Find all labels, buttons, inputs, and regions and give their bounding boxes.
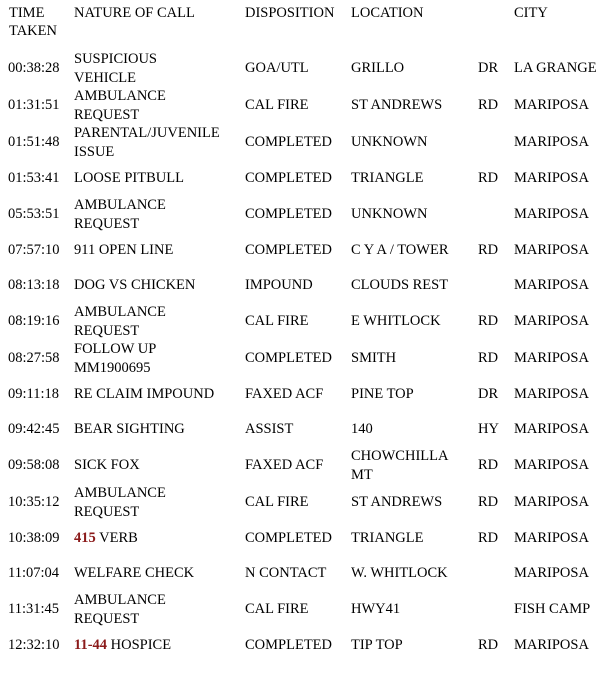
table-row (0, 521, 614, 556)
cell-time-taken (0, 87, 74, 124)
cell-city-text: MARIPOSA (514, 206, 589, 223)
header-disposition (245, 0, 351, 50)
cell-time-taken (0, 303, 74, 340)
cell-street-suffix (478, 87, 514, 124)
cell-location-text: E WHITLOCK (351, 313, 441, 330)
cell-street-suffix (478, 447, 514, 484)
cell-city-text: MARIPOSA (514, 313, 589, 330)
cell-disposition (245, 521, 351, 556)
cell-city (514, 521, 614, 556)
cell-city (514, 87, 614, 124)
cell-nature-of-call (74, 50, 245, 87)
cell-disposition (245, 161, 351, 196)
cell-city (514, 340, 614, 377)
cell-location (351, 591, 478, 628)
cell-disposition-text: CAL FIRE (245, 494, 309, 511)
cell-time-taken-text: 08:13:18 (8, 277, 60, 294)
header-suffix (478, 0, 514, 50)
cell-street-suffix (478, 340, 514, 377)
cell-location (351, 161, 478, 196)
cell-street-suffix-text: RD (478, 313, 499, 330)
cell-nature-of-call (74, 303, 245, 340)
cell-disposition (245, 377, 351, 412)
table-row (0, 161, 614, 196)
cell-disposition-text: COMPLETED (245, 350, 332, 367)
cell-nature-of-call-text: SICK FOX (74, 457, 140, 474)
cell-nature-of-call (74, 161, 245, 196)
cell-location-text: TRIANGLE (351, 170, 424, 187)
table-row (0, 50, 614, 87)
cell-location (351, 340, 478, 377)
table-row (0, 628, 614, 663)
cell-city-text: MARIPOSA (514, 494, 589, 511)
cell-city-text: MARIPOSA (514, 350, 589, 367)
cell-nature-of-call-text: BEAR SIGHTING (74, 421, 185, 438)
cell-time-taken-text: 07:57:10 (8, 242, 60, 259)
cell-disposition (245, 447, 351, 484)
cell-city (514, 628, 614, 663)
cell-nature-of-call-text: DOG VS CHICKEN (74, 277, 196, 294)
cell-time-taken (0, 196, 74, 233)
cell-disposition (245, 268, 351, 303)
cell-time-taken-text: 09:58:08 (8, 457, 60, 474)
cell-nature-of-call-text: WELFARE CHECK (74, 565, 195, 582)
cell-time-taken (0, 556, 74, 591)
cell-city (514, 377, 614, 412)
cell-time-taken (0, 591, 74, 628)
cell-street-suffix (478, 556, 514, 591)
cell-city (514, 303, 614, 340)
cell-nature-of-call-text: LOOSE PITBULL (74, 170, 184, 187)
cell-nature-of-call-text: AMBULANCE REQUEST (74, 197, 166, 232)
cell-street-suffix-text: RD (478, 494, 499, 511)
cell-nature-of-call (74, 556, 245, 591)
cell-location-text: GRILLO (351, 60, 405, 77)
cell-street-suffix-text: RD (478, 97, 499, 114)
cell-street-suffix (478, 591, 514, 628)
cell-time-taken (0, 377, 74, 412)
cell-nature-of-call (74, 377, 245, 412)
cell-nature-of-call (74, 521, 245, 556)
cell-street-suffix (478, 124, 514, 161)
cell-location-text: ST ANDREWS (351, 494, 443, 511)
header-location-label: LOCATION (351, 5, 424, 21)
header-location (351, 0, 478, 50)
cell-time-taken-text: 01:31:51 (8, 97, 60, 114)
cell-disposition-text: GOA/UTL (245, 60, 309, 77)
cell-street-suffix (478, 628, 514, 663)
cell-disposition-text: ASSIST (245, 421, 294, 438)
cell-city-text: MARIPOSA (514, 565, 589, 582)
cell-time-taken-text: 01:51:48 (8, 134, 60, 151)
header-row (0, 0, 614, 50)
cell-location-text: W. WHITLOCK (351, 565, 448, 582)
cell-city-text: MARIPOSA (514, 421, 589, 438)
cell-city (514, 268, 614, 303)
table-row (0, 591, 614, 628)
cell-street-suffix (478, 268, 514, 303)
cell-nature-of-call (74, 233, 245, 268)
cell-time-taken-text: 12:32:10 (8, 637, 60, 654)
cell-disposition-text: FAXED ACF (245, 457, 324, 474)
cell-street-suffix-text: RD (478, 350, 499, 367)
cell-street-suffix-text: HY (478, 421, 499, 438)
cell-disposition (245, 50, 351, 87)
cell-disposition (245, 124, 351, 161)
cell-disposition (245, 412, 351, 447)
cell-nature-of-call (74, 124, 245, 161)
cell-city-text: FISH CAMP (514, 601, 591, 618)
header-time-taken (0, 0, 74, 50)
cell-nature-of-call (74, 447, 245, 484)
cell-location (351, 124, 478, 161)
cell-time-taken-text: 08:19:16 (8, 313, 60, 330)
cell-nature-of-call-text: HOSPICE (107, 637, 172, 654)
cell-location (351, 628, 478, 663)
cell-city (514, 233, 614, 268)
cell-street-suffix-text: RD (478, 242, 499, 259)
cell-disposition (245, 233, 351, 268)
cell-street-suffix (478, 50, 514, 87)
cell-location (351, 196, 478, 233)
cell-location (351, 268, 478, 303)
cell-street-suffix-text: RD (478, 637, 499, 654)
table-row (0, 412, 614, 447)
cell-time-taken-text: 00:38:28 (8, 60, 60, 77)
cell-disposition (245, 303, 351, 340)
cell-city (514, 556, 614, 591)
cell-time-taken-text: 11:31:45 (8, 601, 60, 618)
cell-nature-of-call (74, 628, 245, 663)
cell-time-taken-text: 10:35:12 (8, 494, 60, 511)
cell-disposition-text: COMPLETED (245, 530, 332, 547)
header-city (514, 0, 614, 50)
cell-location-text: C Y A / TOWER (351, 242, 449, 259)
cell-city (514, 50, 614, 87)
header-nature-of-call (74, 0, 245, 50)
cell-location (351, 447, 478, 484)
table-row (0, 124, 614, 161)
cell-city-text: MARIPOSA (514, 457, 589, 474)
cell-location-text: ST ANDREWS (351, 97, 443, 114)
cell-location-text: SMITH (351, 350, 397, 367)
cell-location-text: CLOUDS REST (351, 277, 449, 294)
cell-street-suffix-text: DR (478, 386, 499, 403)
cell-street-suffix (478, 484, 514, 521)
table-row (0, 556, 614, 591)
cell-street-suffix-text: RD (478, 170, 499, 187)
table-row (0, 303, 614, 340)
cell-disposition-text: N CONTACT (245, 565, 327, 582)
cell-location-text: UNKNOWN (351, 134, 428, 151)
cell-time-taken (0, 412, 74, 447)
cell-city-text: MARIPOSA (514, 134, 589, 151)
cell-nature-of-call-text: AMBULANCE REQUEST (74, 88, 166, 123)
cell-time-taken-text: 10:38:09 (8, 530, 60, 547)
table-row (0, 233, 614, 268)
header-time-taken-label: TIME TAKEN (9, 5, 57, 40)
cell-city-text: MARIPOSA (514, 530, 589, 547)
cell-time-taken-text: 08:27:58 (8, 350, 60, 367)
table-row (0, 268, 614, 303)
cell-nature-of-call-text: RE CLAIM IMPOUND (74, 386, 215, 403)
header-disposition-label: DISPOSITION (245, 5, 335, 21)
call-code-highlight: 415 (74, 530, 96, 547)
cell-street-suffix-text: RD (478, 457, 499, 474)
cell-street-suffix (478, 377, 514, 412)
cell-location-text: PINE TOP (351, 386, 414, 403)
cell-street-suffix (478, 233, 514, 268)
table-row (0, 87, 614, 124)
cell-city-text: MARIPOSA (514, 97, 589, 114)
cell-time-taken (0, 340, 74, 377)
cell-time-taken-text: 11:07:04 (8, 565, 60, 582)
cell-disposition-text: COMPLETED (245, 242, 332, 259)
cell-time-taken (0, 161, 74, 196)
cell-nature-of-call-text: AMBULANCE REQUEST (74, 304, 166, 339)
cell-city-text: MARIPOSA (514, 242, 589, 259)
cell-location-text: UNKNOWN (351, 206, 428, 223)
cell-time-taken (0, 447, 74, 484)
cell-location (351, 377, 478, 412)
cell-nature-of-call-text: AMBULANCE REQUEST (74, 592, 166, 627)
cell-nature-of-call (74, 591, 245, 628)
cell-nature-of-call (74, 484, 245, 521)
cell-disposition-text: CAL FIRE (245, 601, 309, 618)
cell-nature-of-call-text: VERB (95, 530, 138, 547)
cell-city-text: MARIPOSA (514, 637, 589, 654)
cell-location-text: TIP TOP (351, 637, 403, 654)
cell-city (514, 484, 614, 521)
cell-nature-of-call-text: SUSPICIOUS VEHICLE (74, 51, 157, 86)
cell-nature-of-call (74, 340, 245, 377)
cell-street-suffix (478, 303, 514, 340)
cell-location (351, 303, 478, 340)
cell-disposition (245, 628, 351, 663)
cell-location (351, 233, 478, 268)
cell-city-text: MARIPOSA (514, 386, 589, 403)
cell-disposition (245, 196, 351, 233)
cell-city (514, 161, 614, 196)
cell-disposition (245, 484, 351, 521)
cell-time-taken-text: 05:53:51 (8, 206, 60, 223)
cell-time-taken (0, 268, 74, 303)
cell-location (351, 484, 478, 521)
cell-street-suffix (478, 412, 514, 447)
cell-city-text: LA GRANGE (514, 60, 597, 77)
cell-nature-of-call (74, 196, 245, 233)
cell-nature-of-call (74, 412, 245, 447)
cell-nature-of-call (74, 87, 245, 124)
cell-street-suffix (478, 196, 514, 233)
cell-disposition-text: IMPOUND (245, 277, 313, 294)
cell-city (514, 591, 614, 628)
cell-street-suffix (478, 521, 514, 556)
cell-time-taken (0, 628, 74, 663)
cell-disposition-text: CAL FIRE (245, 313, 309, 330)
cell-disposition (245, 340, 351, 377)
cell-street-suffix (478, 161, 514, 196)
cell-street-suffix-text: DR (478, 60, 499, 77)
cell-disposition-text: CAL FIRE (245, 97, 309, 114)
cell-location (351, 412, 478, 447)
header-city-label: CITY (514, 5, 548, 21)
cell-disposition (245, 556, 351, 591)
cell-disposition-text: FAXED ACF (245, 386, 324, 403)
cell-nature-of-call-text: AMBULANCE REQUEST (74, 485, 166, 520)
cell-street-suffix-text: RD (478, 530, 499, 547)
cell-time-taken-text: 09:11:18 (8, 386, 60, 403)
table-row (0, 196, 614, 233)
cell-time-taken (0, 124, 74, 161)
cell-nature-of-call-text: 911 OPEN LINE (74, 242, 174, 259)
cell-nature-of-call (74, 268, 245, 303)
table-row (0, 340, 614, 377)
cell-time-taken (0, 484, 74, 521)
cell-city-text: MARIPOSA (514, 170, 589, 187)
cell-disposition-text: COMPLETED (245, 637, 332, 654)
cell-location-text: HWY41 (351, 601, 401, 618)
cell-disposition-text: COMPLETED (245, 170, 332, 187)
cell-location-text: 140 (351, 421, 373, 438)
cell-disposition (245, 87, 351, 124)
cell-time-taken (0, 233, 74, 268)
cell-location (351, 521, 478, 556)
table-row (0, 484, 614, 521)
cell-city (514, 124, 614, 161)
cell-location (351, 50, 478, 87)
cell-disposition-text: COMPLETED (245, 206, 332, 223)
header-nature-of-call-label: NATURE OF CALL (74, 5, 195, 21)
cell-location-text: TRIANGLE (351, 530, 424, 547)
cell-location (351, 556, 478, 591)
cell-city (514, 412, 614, 447)
cell-city (514, 196, 614, 233)
cell-time-taken (0, 521, 74, 556)
cell-city-text: MARIPOSA (514, 277, 589, 294)
cell-time-taken-text: 09:42:45 (8, 421, 60, 438)
call-code-highlight: 11-44 (74, 637, 108, 654)
cell-nature-of-call-text: PARENTAL/JUVENILE ISSUE (74, 125, 220, 160)
cell-time-taken-text: 01:53:41 (8, 170, 60, 187)
cell-disposition (245, 591, 351, 628)
table-row (0, 377, 614, 412)
table-row (0, 447, 614, 484)
cell-nature-of-call-text: FOLLOW UP MM1900695 (74, 341, 157, 376)
cell-location (351, 87, 478, 124)
cell-disposition-text: COMPLETED (245, 134, 332, 151)
cell-location-text: CHOWCHILLA MT (351, 448, 449, 483)
cell-city (514, 447, 614, 484)
cell-time-taken (0, 50, 74, 87)
